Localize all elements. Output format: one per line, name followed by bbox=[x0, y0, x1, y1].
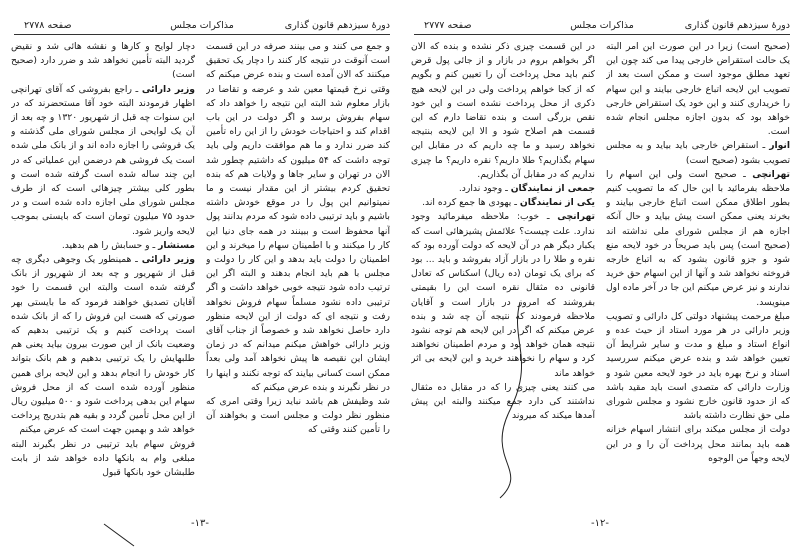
paragraph-text: ـ استقراض خارجی باید بیاید و به مجلس تصویب بشود (صحیح است) bbox=[606, 140, 790, 166]
paragraph-text: ـ وجود ندارد. bbox=[458, 183, 511, 195]
page-header bbox=[414, 18, 790, 35]
speaker-name: انوار bbox=[769, 140, 790, 152]
paragraph-text: دولت از مجلس میکند برای انتشار اسهام خزانه همه باید بمانند محل پرداخت آن را و در این لایحه وجهاً من الوجوه bbox=[606, 424, 790, 464]
paragraph-text: ـ و حسابش را هم بدهید. bbox=[61, 239, 159, 251]
text-column bbox=[206, 40, 390, 510]
paragraph bbox=[11, 83, 195, 239]
speaker-name: یکی از نمایندگان bbox=[519, 197, 595, 209]
page-number-label: صفحه ۲۷۷۸ bbox=[24, 20, 72, 31]
paragraph bbox=[606, 168, 790, 310]
speaker-name: جمعی از نمایندگان bbox=[510, 183, 595, 195]
paragraph bbox=[411, 196, 595, 210]
text-column bbox=[606, 40, 790, 510]
speaker-name: تهرانچی bbox=[752, 168, 790, 180]
paragraph-text: ـ راجع بفروشی که آقای تهرانچی اظهار فرمودند البته خود آقا مستحضرند که در این سنوات چه قبل از شهریور ۱۳۲۰ و چه بعد از آن یک لوایحی از مجلس شورای ملی گذشته و یک فروشی را اجازه داده اند و از بانک ملی شده است یک فروشی هم درضمن این عملیاتی که در این چند ساله شده است گرفته شده است و بطور کلی بیشتر چیزهائی است که از طرف مجلس شورای ملی اجازه داده شده است و در حدود ۷۵ میلیون تومان است که بایستی بموجب لایحه واریز شود. bbox=[11, 83, 195, 237]
session-label: دورهٔ سیزدهم قانون گذاری bbox=[284, 20, 390, 31]
paragraph bbox=[11, 253, 195, 438]
paragraph bbox=[411, 210, 595, 380]
folio-number: -۱۳- bbox=[191, 518, 209, 529]
paragraph bbox=[11, 40, 195, 83]
paragraph-text: شد وظیفش هم باشد نباید زیرا وقتی امری که منظور نظر دولت و مجلس است و بخواهند آن را تأمین کنند وقتی که bbox=[206, 396, 390, 436]
paragraph-text: ـ همینطور یک وجوهی دیگری چه قبل از شهریور و چه بعد از شهریور از بانک گرفته شده است والبته این قسمت را خود آقایان تصدیق خواهند فرمود که ما بایستی بهر صورتی که هست این فروش را که از بانک شده است پرداخت کنیم و یک ترتیبی بدهیم که وضعیت بانک از این صورت بیرون بیاید یعنی هم طلبهایش را یک ترتیبی بدهیم و هم بانک بتواند کار خودش را انجام بدهد و این لایحه برای همین منظور آورده شده است که از محل فروش سهام این بدهی پرداخت شود و ۵۰۰ میلیون ریال از این محل تأمین گردد و بقیه هم بتدریج پرداخت خواهد شد و بهمین جهت است که عرض میکنم bbox=[11, 254, 195, 436]
folio-number: -۱۲- bbox=[591, 518, 609, 529]
paragraph-text: می کنند یعنی چیزی را که در مقابل ده مثقال نداشتند کی دارد جمع میکنند والبته این پیش آمدها میکند که میروند bbox=[411, 381, 595, 422]
paragraph bbox=[411, 182, 595, 196]
paragraph-text: مبلغ مرحمت پیشنهاد دولتی کل دارائی و تصویب وزیر دارائی در هر مورد استاد از حیث عده و انواع استاد و مبلغ و مدت و سایر شرایط آن تعیین خواهد شد و بنده عرض میکنم سررسید اسناد و نرخ بهره باید در خود لایحه معین شود و وزارت دارائی که متصدی است باید مقید باشد که از حدود قانون خارج نشود و مجلس شورای ملی حق نظارت داشته باشد bbox=[606, 310, 790, 422]
paragraph bbox=[606, 423, 790, 466]
speaker-name: وزیر دارائی bbox=[141, 83, 195, 95]
paragraph-text: فروش سهام باید ترتیبی در نظر بگیرند البته مبلغی وام به بانکها داده خواهد شد از بابت طلبشان خود بانکها قبول bbox=[11, 438, 195, 479]
paragraph-text: ـ خوب: ملاحظه میفرمائید وجود ندارد. علت چیست؟ علائمش پشیزهائی است که یکبار دیگر هم در آن لایحه که دولت آورده بود که نقره و طلا را در بازار آزاد بفروشد و باید ... بود که برای یک تومان (ده ریال) اسکناس که تعادل قانونی ده مثقال نقره است این را بقیمتی بفروشند که امروز در بازار است و آقایان ملاحظه فرمودند که نتیجه آن چه شد و بنده عرض میکنم که اگر در این لایحه هم توجه نشود نتیجه همان خواهد بود و مردم اطمینان نخواهند کرد و سهام را نخواهند خرید و این لایحه بی اثر خواهد ماند bbox=[411, 211, 595, 379]
paragraph bbox=[206, 395, 390, 438]
paragraph bbox=[206, 40, 390, 395]
paragraph bbox=[606, 310, 790, 424]
page-2777 bbox=[400, 0, 800, 558]
text-column bbox=[411, 40, 595, 510]
speaker-name: وزیر دارائی bbox=[141, 254, 195, 266]
speaker-name: مستشار bbox=[158, 239, 195, 251]
paragraph-text: ـ صحیح است ولی این اسهام را ملاحظه بفرمائید با این حال که ما تصویب کنیم بطور اطلاق ممکن است اتباع خارجی بیایند و بخرند یعنی ممکن است پیش بیاید و حال آنکه اجازه هم از مجلس شورای ملی نداشته اند (صحیح است) پس باید صریحاً در خود لایحه منع شود و جزو قانون بشود که به اتباع خارجه فروخته نخواهد شد و آنها از این اسهام حق خرید ندارند و نیز عرض میکنم این جا در آخر ماده اول مینویسد. bbox=[606, 168, 790, 308]
paragraph-text: (صحیح است) زیرا در این صورت این امر البته یک حالت استقراض خارجی پیدا می کند چون این تعهد مطلق موجود است و ممکن است بعد از تصویب این لایحه اتباع خارجی بیایند و این سهام را خریداری کنند و این خود یک استقراض خارجی خواهد بود که بدون اجازه مجلس انجام شده است. bbox=[606, 41, 790, 138]
session-label: دورهٔ سیزدهم قانون گذاری bbox=[684, 20, 790, 31]
page-header bbox=[14, 18, 390, 35]
paragraph bbox=[411, 40, 595, 182]
header-title: مذاکرات مجلس bbox=[170, 20, 234, 31]
paragraph bbox=[606, 40, 790, 139]
text-column bbox=[11, 40, 195, 510]
paragraph bbox=[411, 381, 595, 424]
paragraph bbox=[606, 139, 790, 167]
paragraph-text: و جمع می کنند و می بینند صرفه در این قسمت است آنوقت در نتیجه کار کنند را دچار یک تحقیق میکنند که الان آمده است و بنده عرض میکنم که وقتی نرخ قیمتها معین شد و عرضه و تقاضا در بازار معلوم شد البته این نتیجه را خواهد داد که سهام بفروش برسد و اگر دولت در این باب اقدام کند و احتیاجات خودش را از این راه تأمین کند ضرر ندارد و ما هم موافقت داریم ولی باید توجه داشت که ۵۴ میلیون که داشتیم چطور شد الان در تهران و سایر جاها و ولایات هم که بنده تحقیق کردم بیشتر از این مقدار نیست و ما نمیتوانیم این پول را در موقع خودش داشته باشیم و باید ترتیبی داده شود که مردم بدانند پول آنها محفوظ است و ببینند در همه جای دنیا این کار را میکنند و با اطمینان سهام را میخرند و این اطمینان را دولت باید بدهد و این کار را دولت و مجلس با هم باید انجام بدهند و البته اگر این ترتیب داده شود نتیجه خوبی خواهد داشت و اگر ترتیبی داده نشود مسلماً سهام فروش نخواهد رفت و نتیجه ای که دولت از این لایحه منظور دارد حاصل نخواهد شد و خصوصاً از جناب آقای وزیر دارائی خواهش میکنم میدانم که در زمان ایشان این نقیصه ها پیش نخواهد آمد ولی بعداً ممکن است کسانی بیایند که توجه نکنند و اینها را در نظر نگیرند و بنده عرض میکنم که bbox=[206, 41, 390, 393]
paragraph bbox=[11, 239, 195, 253]
paragraph bbox=[11, 438, 195, 481]
paragraph-text: ـ یهودی ها جمع کرده اند. bbox=[422, 197, 520, 209]
paragraph-text: در این قسمت چیزی ذکر نشده و بنده که الان اگر بخواهم بروم در بازار و از جائی پول قرض کنم باید محل پرداخت آن را تعیین کنم و بگویم که از کجا خواهم پرداخت ولی در این لایحه هیچ ذکری از محل پرداخت نشده است و این خود نقص بزرگی است و بنده تقاضا دارم که این قسمت هم اصلاح شود و الا این لایحه بنتیجه نخواهد رسید و ما چه داریم که در مقابل این سهام بگذاریم؟ طلا داریم؟ نقره داریم؟ ما چیزی نداریم که در مقابل آن بگذاریم. bbox=[411, 41, 595, 180]
header-title: مذاکرات مجلس bbox=[570, 20, 634, 31]
page-number-label: صفحه ۲۷۷۷ bbox=[424, 20, 472, 31]
paragraph-text: دچار لوایح و کارها و نقشه هائی شد و نقیض گردید البته تأمین نخواهد شد و ضرر دارد (صحیح است) bbox=[11, 41, 195, 81]
speaker-name: تهرانچی bbox=[557, 211, 595, 223]
